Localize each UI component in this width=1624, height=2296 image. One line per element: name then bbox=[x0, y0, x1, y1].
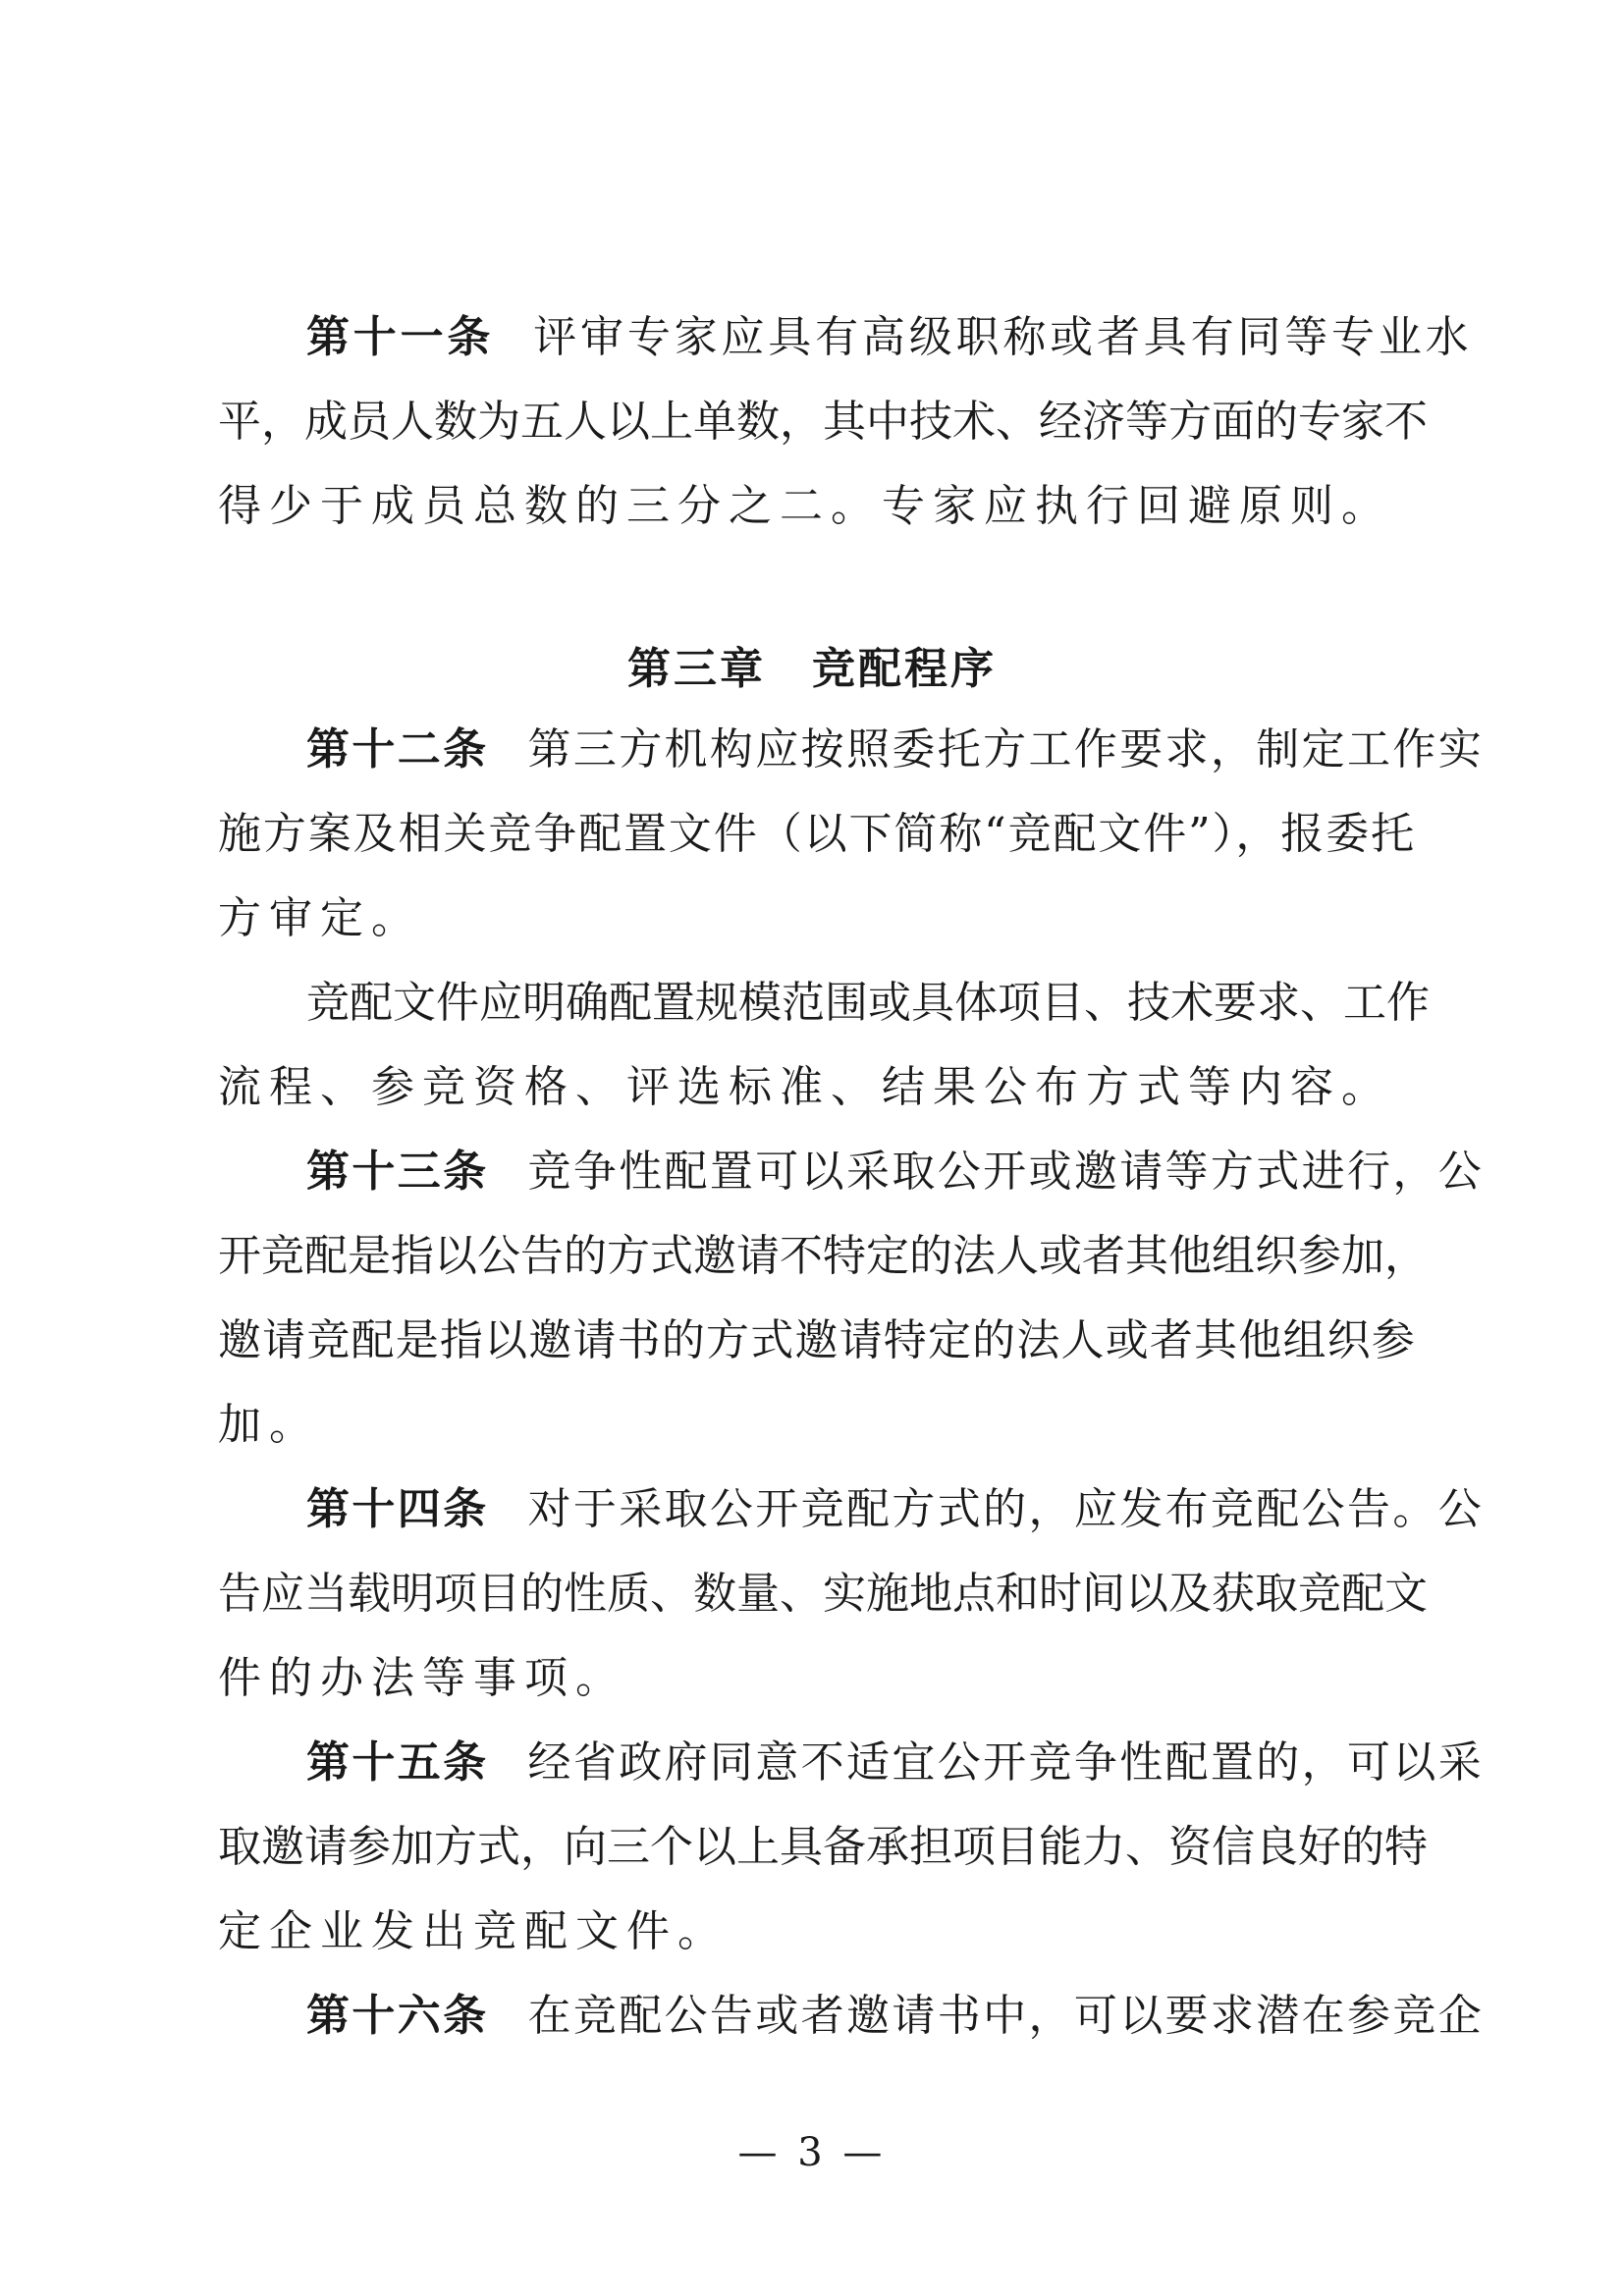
article-16-heading: 第十六条 bbox=[306, 1991, 489, 2041]
article-12-line-1 bbox=[306, 724, 1485, 774]
article-15-heading: 第十五条 bbox=[306, 1737, 489, 1788]
page-number: — 3 — bbox=[737, 2130, 887, 2175]
article-15-text-1: 经省政府同意不适宜公开竞争性配置的，可以采 bbox=[527, 1737, 1485, 1788]
article-14-text-1: 对于采取公开竞配方式的，应发布竞配公告。公 bbox=[527, 1484, 1485, 1534]
chapter-title: 第三章 竞配程序 bbox=[627, 644, 997, 694]
article-13-heading: 第十三条 bbox=[306, 1147, 489, 1197]
article-13-line-4: 加。 bbox=[218, 1400, 320, 1450]
article-12-line-3: 方审定。 bbox=[218, 893, 422, 943]
article-14-line-1 bbox=[306, 1484, 1485, 1534]
article-14-heading: 第十四条 bbox=[306, 1484, 489, 1534]
article-13-line-1 bbox=[306, 1147, 1485, 1197]
article-11-line-1 bbox=[306, 312, 1473, 362]
article-13-line-3: 邀请竞配是指以邀请书的方式邀请特定的法人或者其他组织参 bbox=[218, 1315, 1416, 1365]
article-16-text-1: 在竞配公告或者邀请书中，可以要求潜在参竞企 bbox=[527, 1991, 1485, 2041]
article-11-heading: 第十一条 bbox=[306, 312, 495, 362]
article-15-line-3: 定企业发出竞配文件。 bbox=[218, 1906, 729, 1956]
article-11-line-3: 得少于成员总数的三分之二。专家应执行回避原则。 bbox=[218, 481, 1392, 531]
article-12-line-2: 施方案及相关竞争配置文件（以下简称“竞配文件”），报委托 bbox=[218, 809, 1416, 859]
article-11-text-1: 评审专家应具有高级职称或者具有同等专业水 bbox=[533, 312, 1473, 362]
article-12-text-1: 第三方机构应按照委托方工作要求，制定工作实 bbox=[527, 724, 1485, 774]
article-12-para2-line-2: 流程、参竞资格、评选标准、结果公布方式等内容。 bbox=[218, 1062, 1392, 1112]
article-14-line-2: 告应当载明项目的性质、数量、实施地点和时间以及获取竞配文 bbox=[218, 1569, 1428, 1619]
article-12-heading: 第十二条 bbox=[306, 724, 489, 774]
article-12-para2-line-1: 竞配文件应明确配置规模范围或具体项目、技术要求、工作 bbox=[306, 978, 1430, 1028]
article-13-text-1: 竞争性配置可以采取公开或邀请等方式进行，公 bbox=[527, 1147, 1485, 1197]
article-15-line-2: 取邀请参加方式，向三个以上具备承担项目能力、资信良好的特 bbox=[218, 1822, 1428, 1872]
article-16-line-1 bbox=[306, 1991, 1485, 2041]
article-11-line-2: 平，成员人数为五人以上单数，其中技术、经济等方面的专家不 bbox=[218, 397, 1428, 447]
article-14-line-3: 件的办法等事项。 bbox=[218, 1653, 626, 1703]
article-15-line-1 bbox=[306, 1737, 1485, 1788]
article-13-line-2: 开竞配是指以公告的方式邀请不特定的法人或者其他组织参加， bbox=[218, 1231, 1428, 1281]
